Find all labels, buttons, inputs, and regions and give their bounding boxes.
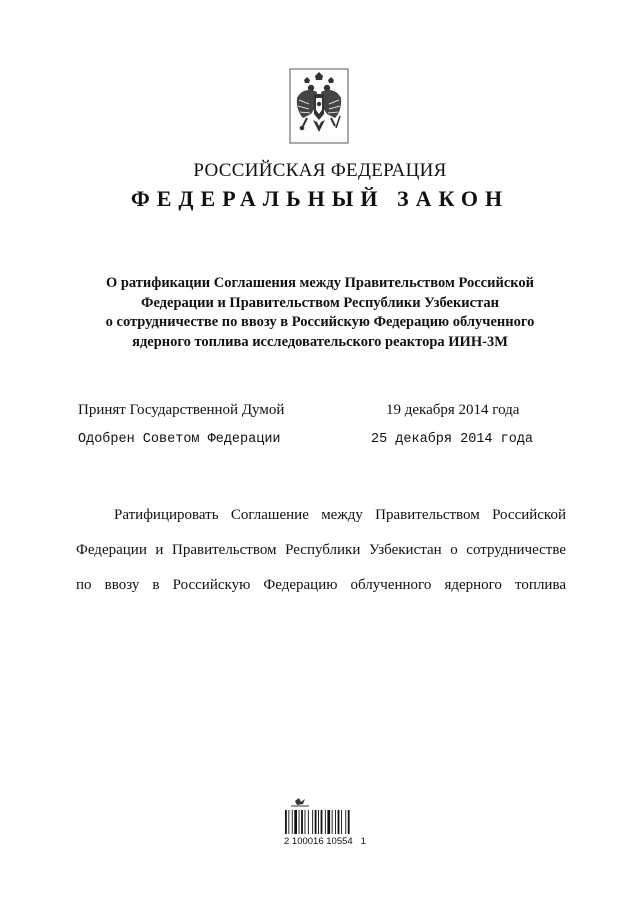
law-title-line: ядерного топлива исследовательского реактора ИИН-3М <box>132 333 508 350</box>
adoption-date: 19 декабря 2014 года <box>386 402 520 418</box>
law-body-text <box>76 505 566 610</box>
approval-stamp-date: 25 декабря 2014 года <box>371 432 534 447</box>
body-line: Федерации и Правительством Республики Узбекистан о сотрудничестве <box>76 542 566 558</box>
law-title-line: О ратификации Соглашения между Правительством Российской <box>105 275 535 291</box>
country-heading: РОССИЙСКАЯ ФЕДЕРАЦИЯ <box>193 160 447 181</box>
barcode-number: 2 100016 10554 1 <box>284 836 366 847</box>
law-title <box>60 274 580 352</box>
law-title-line: о сотрудничестве по ввозу в Российскую Федерацию облученного <box>105 314 535 330</box>
body-line: Ратифицировать Соглашение между Правительством Российской <box>114 507 566 523</box>
law-type-heading: ФЕДЕРАЛЬНЫЙ ЗАКОН <box>130 186 510 211</box>
body-line: по ввозу в Российскую Федерацию облученного ядерного топлива <box>76 577 566 593</box>
double-headed-eagle-emblem-icon <box>289 68 349 144</box>
approval-stamp-label: Одобрен Советом Федерации <box>78 432 281 447</box>
law-title-line: Федерации и Правительством Республики Узбекистан <box>140 294 500 311</box>
adoption-label: Принят Государственной Думой <box>78 402 285 418</box>
